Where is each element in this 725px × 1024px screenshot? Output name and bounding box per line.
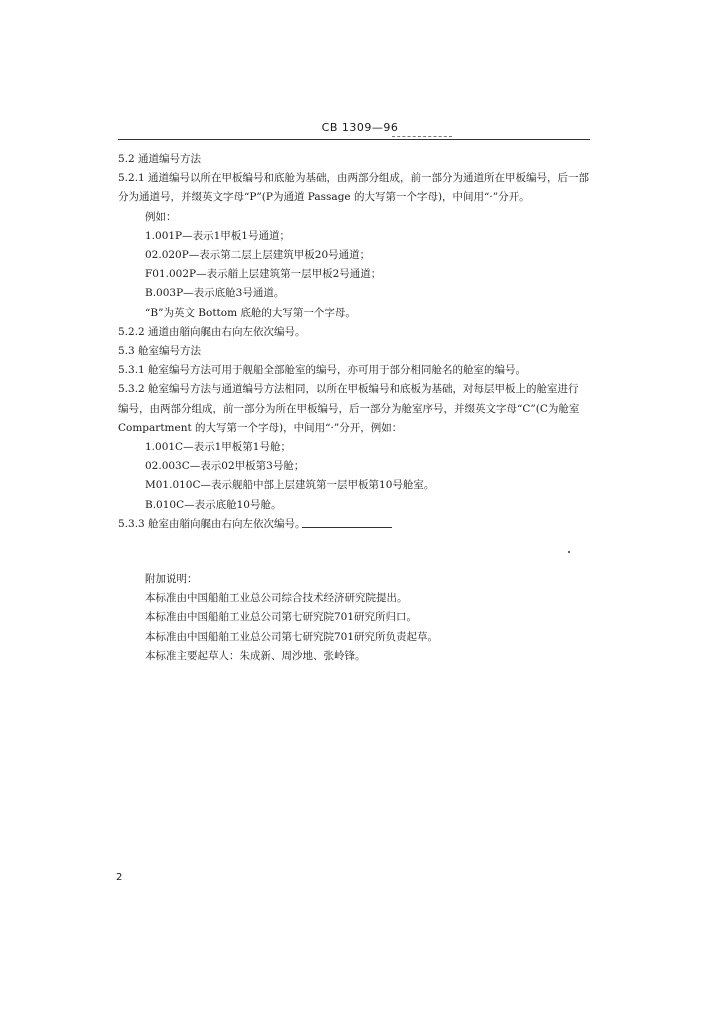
additional-notes: [145, 570, 575, 666]
body-line: 1.001C—表示1甲板第1号舱；: [145, 441, 291, 454]
end-separator-rule: [302, 527, 392, 528]
body-line: 5.3.1 舱室编号方法可用于舰船全部舱室的编号，亦可用于部分相同舱名的舱室的编号。: [118, 364, 527, 377]
body-line: 编号，由两部分组成，前一部分为所在甲板编号，后一部分为舱室序号，并缀英文字母“C”(C为舱室: [118, 402, 580, 415]
body-line: 分为通道号，并缀英文字母“P”(P为通道 Passage 的大写第一个字母)，中间用“·”分开。: [118, 191, 530, 204]
page-number: 2: [116, 872, 123, 883]
body-line: 5.2 通道编号方法: [118, 153, 202, 165]
document-body: [118, 150, 598, 534]
header-rule: [118, 139, 590, 140]
body-line: 5.3.3 舱室由艏向艉由右向左依次编号。: [118, 517, 306, 530]
notes-line: 本标准由中国船舶工业总公司综合技术经济研究院提出。: [145, 592, 408, 605]
body-line: 例如：: [145, 210, 177, 223]
standard-code: CB 1309—96: [321, 121, 399, 134]
body-line: 02.020P—表示第二层上层建筑甲板20号通道；: [145, 249, 371, 262]
body-line: Compartment 的大写第一个字母)，中间用“·”分开，例如：: [118, 421, 403, 434]
notes-line: 本标准由中国船舶工业总公司第七研究院701研究所归口。: [145, 611, 418, 624]
body-line: B.003P—表示底舱3号通道。: [145, 287, 285, 300]
body-line: 02.003C—表示02甲板第3号舱；: [145, 460, 305, 473]
body-line: M01.010C—表示舰船中部上层建筑第一层甲板第10号舱室。: [145, 479, 435, 492]
body-line: 1.001P—表示1甲板1号通道；: [145, 229, 290, 242]
body-line: 5.2.2 通道由艏向艉由右向左依次编号。: [118, 325, 306, 338]
body-line: F01.002P—表示艏上层建筑第一层甲板2号通道；: [145, 268, 382, 281]
body-line: 5.3.2 舱室编号方法与通道编号方法相同，以所在甲板编号和底板为基础，对每层甲板上的舱室进行: [118, 383, 579, 396]
notes-line: 本标准由中国船舶工业总公司第七研究院701研究所负责起草。: [145, 630, 439, 643]
notes-lines: [145, 589, 575, 666]
body-line: 5.3 舱室编号方法: [118, 345, 202, 358]
scan-speck: [568, 551, 570, 553]
notes-title: 附加说明：: [145, 573, 198, 585]
notes-line: 本标准主要起草人：朱成新、周沙地、张岭锋。: [145, 649, 366, 662]
body-line: B.010C—表示底舱10号舱。: [145, 498, 282, 511]
body-line: 5.2.1 通道编号以所在甲板编号和底舱为基础，由两部分组成，前一部分为通道所在甲板编号，后一部: [118, 172, 590, 185]
header-rule-dash: [392, 136, 452, 137]
body-line: “B”为英文 Bottom 底舱的大写第一个字母。: [145, 306, 356, 319]
